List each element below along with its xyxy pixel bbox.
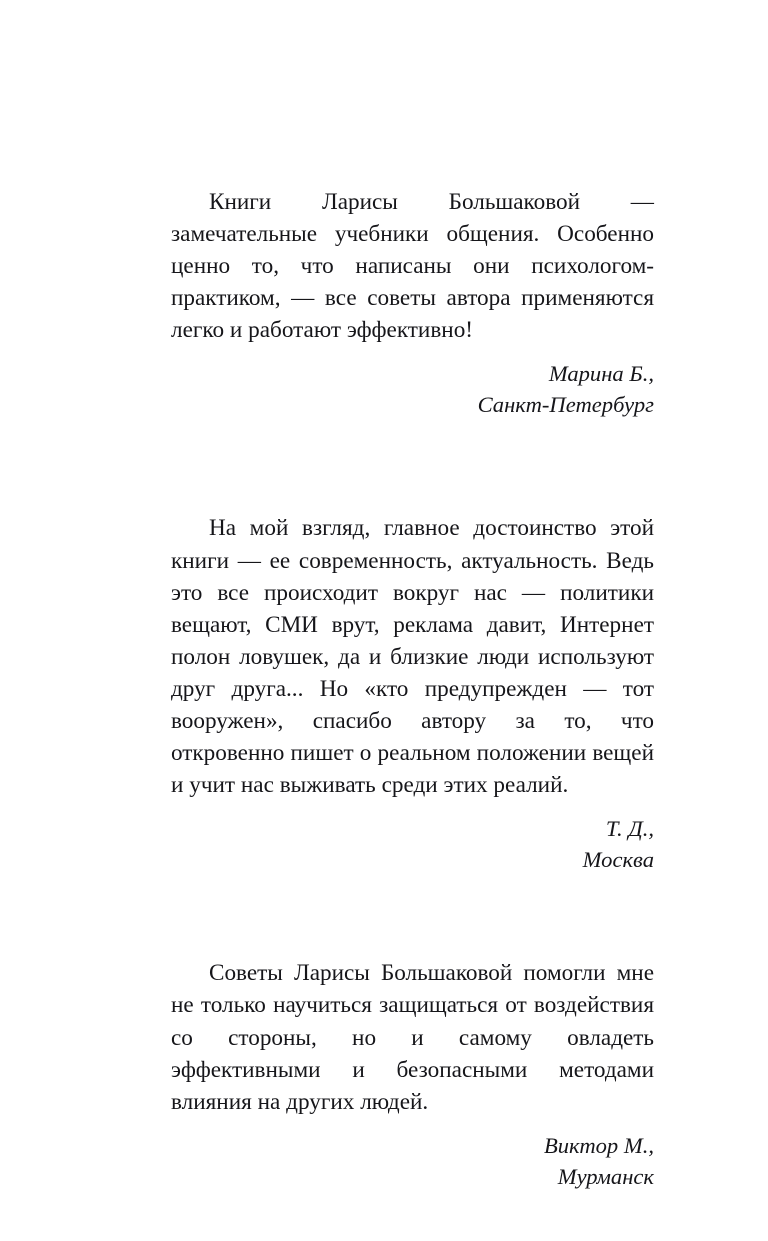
block-spacer <box>171 875 654 957</box>
signature-place: Санкт-Петербург <box>477 392 654 418</box>
testimonial-signature <box>171 801 654 875</box>
testimonial-block <box>171 186 654 420</box>
testimonial-body: Советы Ларисы Большаковой помогли мне не только научиться защищаться от воздействия со стороны, но и самому овладеть эффективными и безопасными методами влияния на других людей. <box>171 960 654 1115</box>
testimonial-block <box>171 512 654 875</box>
block-spacer <box>171 420 654 512</box>
testimonial-body: Книги Ларисы Большаковой — замечательные учебники общения. Особенно ценно то, что написаны они психологом-практиком, — все советы автора применяются легко и работают эффективно! <box>171 189 654 344</box>
testimonial-signature <box>171 346 654 420</box>
testimonial-body: На мой взгляд, главное достоинство этой книги — ее современность, актуальность. Ведь это все происходит вокруг нас — политики вещают, СМИ врут, реклама давит, Интернет полон ловушек, да и близкие люди используют друг друга... Но «кто предупрежден — тот вооружен», спасибо автору за то, что откровенно пишет о реальном положении вещей и учит нас выживать среди этих реалий. <box>171 515 654 799</box>
testimonial-signature <box>171 1118 654 1192</box>
signature-place: Мурманск <box>557 1163 654 1189</box>
signature-place: Москва <box>582 847 654 873</box>
testimonial-block <box>171 957 654 1191</box>
signature-name: Т. Д., <box>605 816 654 842</box>
testimonials-container <box>171 186 654 1192</box>
signature-name: Виктор М., <box>543 1132 654 1158</box>
signature-name: Марина Б., <box>548 361 654 387</box>
